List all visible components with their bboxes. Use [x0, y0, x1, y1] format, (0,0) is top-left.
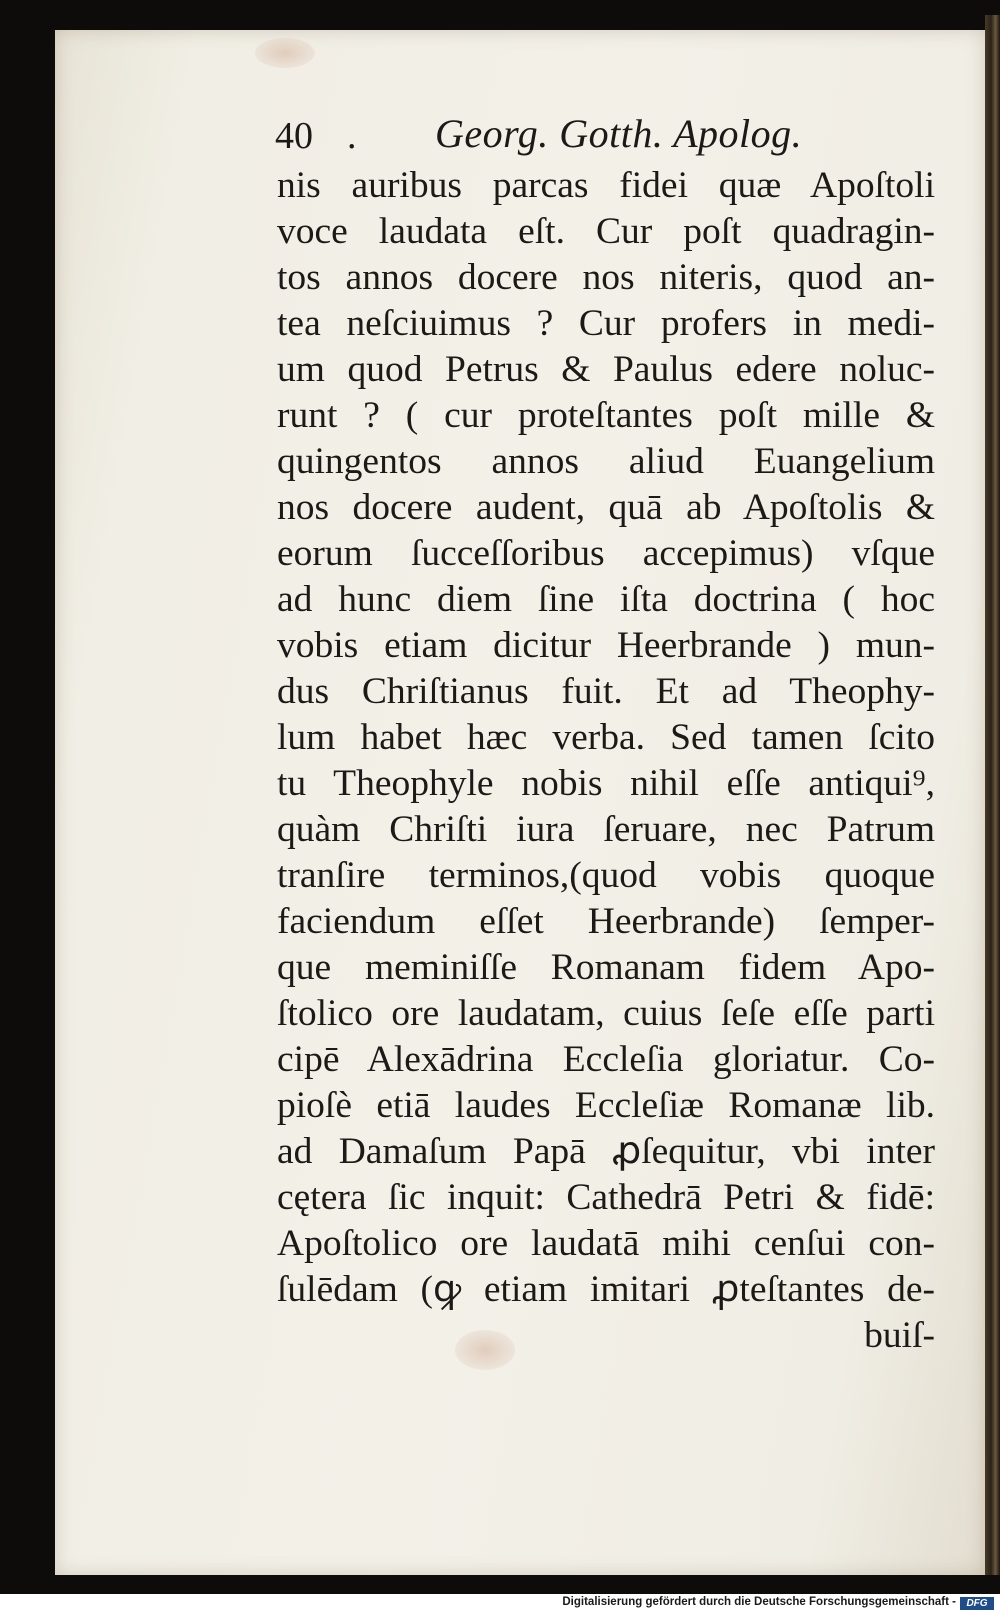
text-line: ad Damaſum Papā ꝓſequitur, vbi inter [277, 1131, 935, 1172]
funding-notice: Digitalisierung gefördert durch die Deutsche Forschungsgemeinschaft - [562, 1596, 956, 1608]
dfg-logo-icon: DFG [960, 1597, 994, 1610]
text-line: tos annos docere nos niteris, quod an- [277, 257, 935, 298]
paper-stain [255, 38, 315, 68]
book-edge [985, 15, 1000, 1575]
text-line: tu Theophyle nobis nihil eſſe antiqui⁹, [277, 763, 935, 804]
text-line: nis auribus parcas fidei quæ Apoſtoli [277, 165, 935, 206]
text-line: ſulēdam (ꝙ etiam imitari ꝓteſtantes de- [277, 1269, 935, 1310]
text-line: voce laudata eſt. Cur poſt quadragin- [277, 211, 935, 252]
text-line: que meminiſſe Romanam fidem Apo- [277, 947, 935, 988]
text-line: um quod Petrus & Paulus edere noluc- [277, 349, 935, 390]
text-line: faciendum eſſet Heerbrande) ſemper- [277, 901, 935, 942]
text-line: eorum ſucceſſoribus accepimus) vſque [277, 533, 935, 574]
page-header [275, 108, 935, 158]
body-text [277, 163, 935, 1359]
catchword: buiſ- [864, 1315, 935, 1356]
text-line: pioſè etiā laudes Eccleſiæ Romanæ lib. [277, 1085, 935, 1126]
text-line: quingentos annos aliud Euangelium [277, 441, 935, 482]
text-line: nos docere audent, quā ab Apoſtolis & [277, 487, 935, 528]
text-line: cętera ſic inquit: Cathedrā Petri & fidē: [277, 1177, 935, 1218]
text-line: Apoſtolico ore laudatā mihi cenſui con- [277, 1223, 935, 1264]
text-line: ſtolico ore laudatam, cuius ſeſe eſſe parti [277, 993, 935, 1034]
text-line: tea neſciuimus ? Cur profers in medi- [277, 303, 935, 344]
text-line: tranſire terminos,(quod vobis quoque [277, 855, 935, 896]
text-line: dus Chriſtianus fuit. Et ad Theophy- [277, 671, 935, 712]
header-separator: . [347, 115, 357, 157]
text-line: runt ? ( cur proteſtantes poſt mille & [277, 395, 935, 436]
digitization-footer [0, 1594, 1000, 1613]
text-line: cipē Alexādrina Eccleſia gloriatur. Co- [277, 1039, 935, 1080]
text-line: lum habet hæc verba. Sed tamen ſcito [277, 717, 935, 758]
text-line: vobis etiam dicitur Heerbrande ) mun- [277, 625, 935, 666]
running-head: Georg. Gotth. Apolog. [435, 111, 803, 156]
text-line: ad hunc diem ſine iſta doctrina ( hoc [277, 579, 935, 620]
page-number: 40 [275, 115, 313, 157]
text-line: quàm Chriſti iura ſeruare, nec Patrum [277, 809, 935, 850]
